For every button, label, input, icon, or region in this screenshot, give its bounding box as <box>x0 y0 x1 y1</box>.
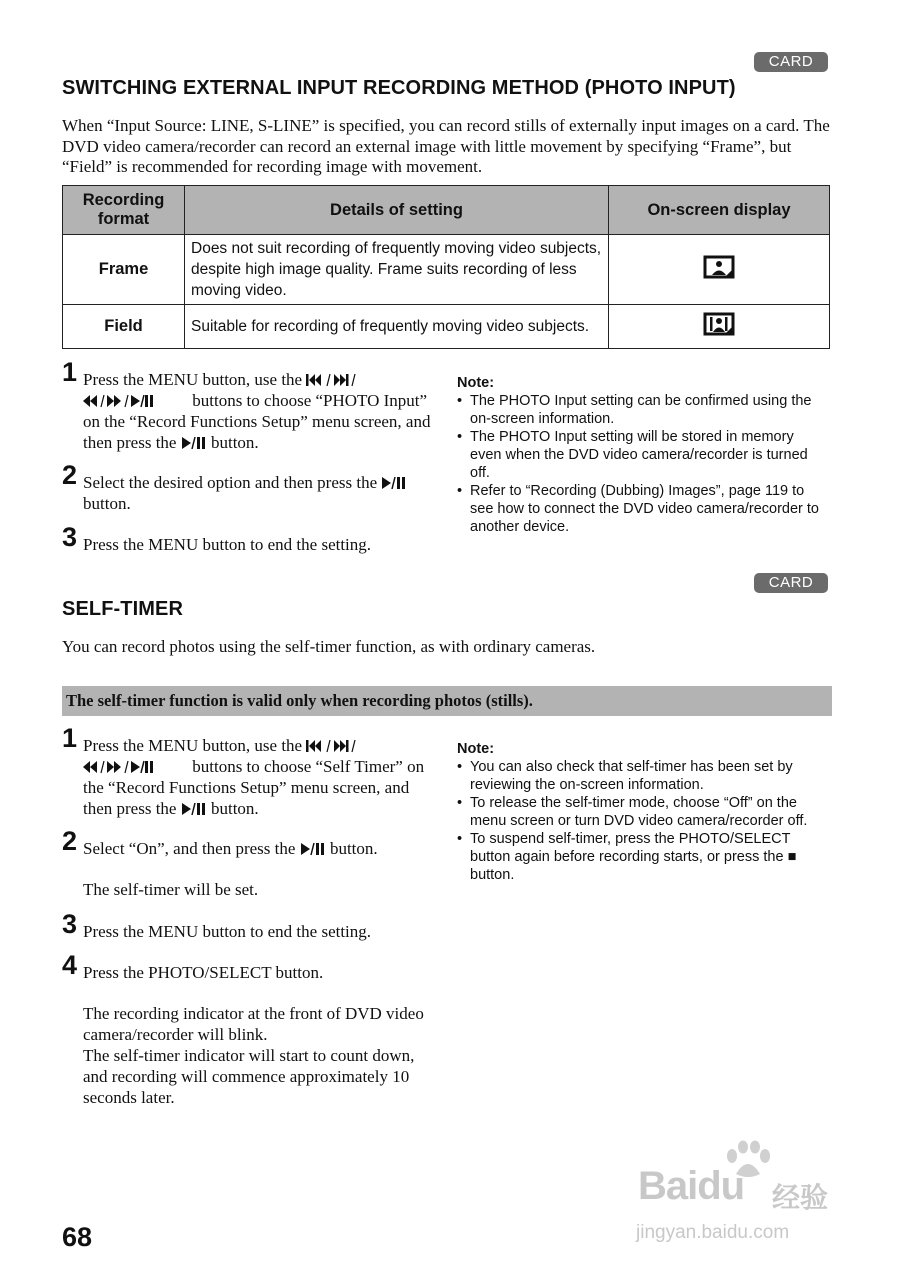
step-number: 2 <box>62 826 78 856</box>
recording-format-table <box>62 185 830 349</box>
note-item: • To suspend self-timer, press the PHOTO/SELECT button again before recording starts, or press the ■ button. <box>457 830 829 884</box>
step-text: button. <box>206 799 259 818</box>
play-pause-icon <box>181 802 207 816</box>
header-recording-format: Recording format <box>63 186 185 235</box>
card-badge: CARD <box>754 573 828 593</box>
steps-list <box>62 357 434 555</box>
row-format: Field <box>63 305 185 349</box>
header-onscreen-display: On-screen display <box>609 186 830 235</box>
play-pause-icon <box>181 436 207 450</box>
step-text: button. <box>206 433 259 452</box>
row-details: Suitable for recording of frequently moving video subjects. <box>185 305 609 349</box>
play-pause-icon <box>300 842 326 856</box>
note-item: • The PHOTO Input setting can be confirmed using the on-screen information. <box>457 392 829 428</box>
watermark-url: jingyan.baidu.com <box>636 1222 790 1243</box>
step-number: 2 <box>62 460 78 490</box>
card-badge: CARD <box>754 52 828 72</box>
row-details: Does not suit recording of frequently moving video subjects, despite high image quality. Frame suits recording of less moving video. <box>185 235 609 305</box>
step-number: 4 <box>62 950 78 980</box>
intro-paragraph: You can record photos using the self-timer function, as with ordinary cameras. <box>62 637 596 656</box>
step-1 <box>62 723 434 819</box>
section-title-photo-input: SWITCHING EXTERNAL INPUT RECORDING METHOD (PHOTO INPUT) <box>62 77 736 99</box>
step-text: buttons to choose “Self Timer” on the “Record Functions Setup” menu screen, and then press the <box>83 757 425 818</box>
step-text: Press the MENU button, use the <box>83 370 307 389</box>
step-text: button. <box>325 839 378 858</box>
step-text: Select the desired option and then press the <box>83 473 382 492</box>
step-number: 3 <box>62 522 78 552</box>
step-2 <box>62 826 434 859</box>
note-title: Note: <box>457 375 495 391</box>
step-1 <box>62 357 434 453</box>
step-3 <box>62 522 434 555</box>
note-item: • You can also check that self-timer has been set by reviewing the on-screen information. <box>457 758 829 794</box>
play-pause-icon <box>381 476 407 490</box>
note-item: • Refer to “Recording (Dubbing) Images”, page 119 to see how to connect the DVD video camera/recorder to another device. <box>457 482 829 536</box>
step-text: Press the MENU button to end the setting. <box>83 922 372 941</box>
page-number: 68 <box>62 1222 93 1252</box>
note-self-timer <box>457 740 829 884</box>
step-text: Press the PHOTO/SELECT button. <box>83 963 324 982</box>
step-number: 1 <box>62 357 78 387</box>
step-4-result: The self-timer indicator will start to count down, and recording will commence approximately 10 seconds later. <box>83 1046 415 1107</box>
row-format: Frame <box>63 235 185 305</box>
step-text: button. <box>83 494 131 513</box>
step-3 <box>62 909 434 942</box>
baidu-watermark <box>630 1140 850 1270</box>
rewind-ff-play-icons <box>83 760 188 774</box>
step-2-result: The self-timer will be set. <box>83 880 259 899</box>
step-text: Press the MENU button, use the <box>83 736 307 755</box>
note-title: Note: <box>457 741 495 757</box>
step-text: Press the MENU button to end the setting. <box>83 535 372 554</box>
section-title-self-timer: SELF-TIMER <box>62 598 183 620</box>
step-4 <box>62 950 434 983</box>
step-2 <box>62 460 434 514</box>
step-number: 1 <box>62 723 78 753</box>
step-text: buttons to choose “PHOTO Input” on the “Record Functions Setup” menu screen, and then press the <box>83 391 431 452</box>
step-text: Select “On”, and then press the <box>83 839 300 858</box>
step-number: 3 <box>62 909 78 939</box>
step-4-result: The recording indicator at the front of DVD video camera/recorder will blink. <box>83 1004 424 1044</box>
self-timer-banner: The self-timer function is valid only when recording photos (stills). <box>62 686 832 716</box>
skip-back-forward-icons <box>306 739 384 753</box>
rewind-ff-play-icons <box>83 394 188 408</box>
intro-paragraph: When “Input Source: LINE, S-LINE” is specified, you can record stills of externally input images on a card. The DVD video camera/recorder can record an external image with little movement by specifying “Frame”, but “Field” is recommended for recording image with movement. <box>62 116 830 176</box>
skip-back-forward-icons <box>306 373 384 387</box>
photo-frame-icon <box>609 235 830 305</box>
photo-field-icon <box>609 305 830 349</box>
steps-list <box>62 723 434 1108</box>
watermark-brand: Baidu <box>638 1164 745 1208</box>
watermark-cn: 经验 <box>772 1182 829 1213</box>
table-row <box>63 305 830 349</box>
note-item: • The PHOTO Input setting will be stored in memory even when the DVD video camera/recorder is turned off. <box>457 428 829 482</box>
note-item: • To release the self-timer mode, choose “Off” on the menu screen or turn DVD video camera/recorder off. <box>457 794 829 830</box>
header-details: Details of setting <box>185 186 609 235</box>
note-photo-input <box>457 374 829 536</box>
table-header-row <box>63 186 830 235</box>
table-row <box>63 235 830 305</box>
